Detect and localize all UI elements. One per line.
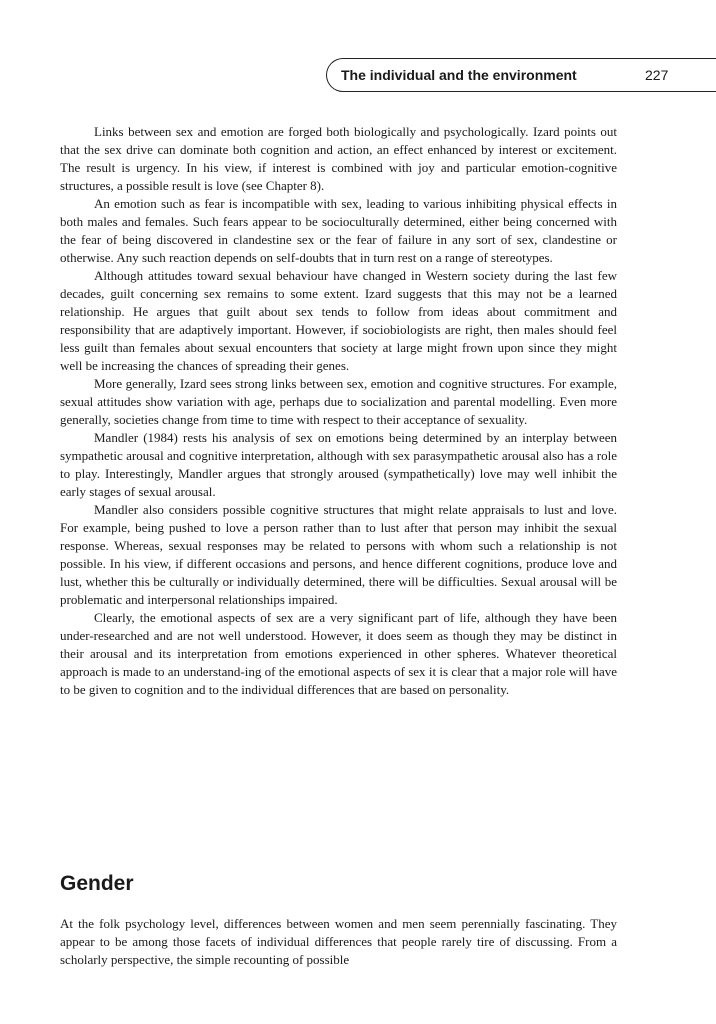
- section-heading: Gender: [60, 872, 134, 895]
- page-number: 227: [645, 67, 669, 83]
- paragraph: Although attitudes toward sexual behaviour have changed in Western society during the last few decades, guilt concerning sex remains to some extent. Izard suggests that this may not be a learned relationship. He argues that guilt about sex tends to follow from ideas about commitment and responsibility that are adaptively important. However, if sociobiologists are right, then males should feel less guilt than females about sexual encounters that society at large might frown upon since they might well be increasing the chances of spreading their genes.: [60, 268, 617, 373]
- paragraph: More generally, Izard sees strong links between sex, emotion and cognitive structures. For example, sexual attitudes show variation with age, perhaps due to socialization and parental modelling. Even more generally, societies change from time to time with respect to their acceptance of sexuality.: [60, 376, 617, 427]
- paragraph: An emotion such as fear is incompatible with sex, leading to various inhibiting physical effects in both males and females. Such fears appear to be socioculturally determined, either being concerned with the fear of being discovered in clandestine sex or the fear of failure in any sort of sex, clandestine or otherwise. Any such reaction depends on self-doubts that in turn rest on a range of stereotypes.: [60, 196, 617, 265]
- gender-section-text: [60, 915, 617, 969]
- paragraph: At the folk psychology level, differences between women and men seem perennially fascinating. They appear to be among those facets of individual differences that people rarely tire of discussing. From a scholarly perspective, the simple recounting of possible: [60, 916, 617, 967]
- body-text: [60, 123, 617, 699]
- paragraph: Mandler also considers possible cognitive structures that might relate appraisals to lust and love. For example, being pushed to love a person rather than to lust after that person may inhibit the sexual response. Whereas, sexual responses may be related to persons with whom such a relationship is not possible. In his view, if different occasions and persons, and hence different cognitions, produce love and lust, whether this be culturally or individually determined, there will be difficulties. Sexual arousal will be problematic and interpersonal relationships impaired.: [60, 502, 617, 607]
- paragraph: Links between sex and emotion are forged both biologically and psychologically. Izard points out that the sex drive can dominate both cognition and action, an effect enhanced by interest or excitement. The result is urgency. In his view, if interest is combined with joy and particular emotion-cognitive structures, a possible result is love (see Chapter 8).: [60, 124, 617, 193]
- running-head: The individual and the environment: [341, 67, 577, 83]
- paragraph: Mandler (1984) rests his analysis of sex on emotions being determined by an interplay between sympathetic arousal and cognitive interpretation, although with sex parasympathetic arousal also has a role to play. Interestingly, Mandler argues that strongly aroused (sympathetically) love may well inhibit the early stages of sexual arousal.: [60, 430, 617, 499]
- paragraph: Clearly, the emotional aspects of sex are a very significant part of life, although they have been under-researched and are not well understood. However, it does seem as though they may be distinct in their arousal and its interpretation from emotions experienced in other spheres. Whatever theoretical approach is made to an understand-ing of the emotional aspects of sex it is clear that a major role will have to be given to cognition and to the individual differences that are based on personality.: [60, 610, 617, 697]
